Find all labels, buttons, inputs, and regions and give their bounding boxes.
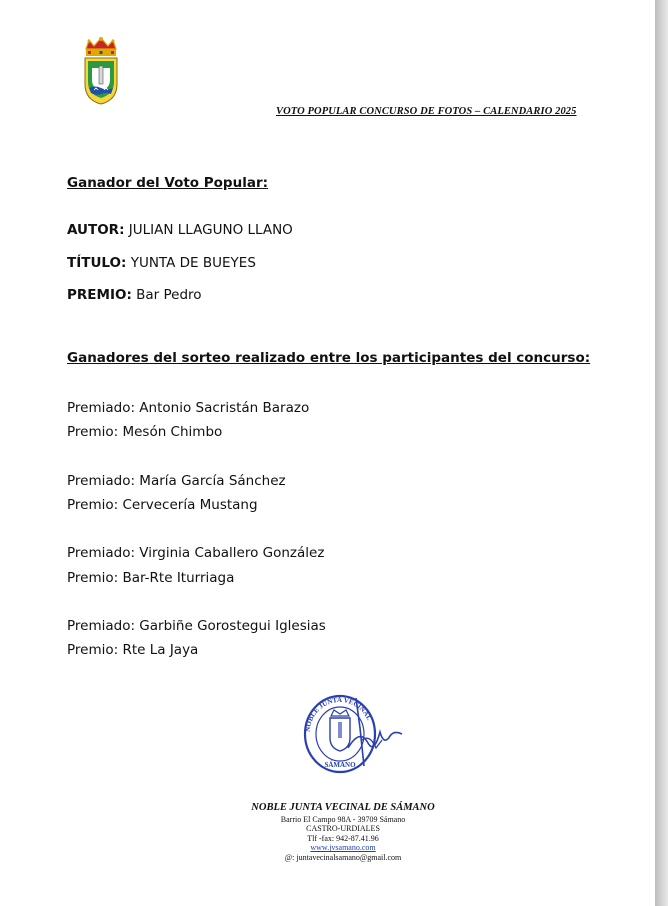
prize-line <box>67 287 202 303</box>
winner-prize: Premio: Mesón Chimbo <box>67 424 223 440</box>
title-line <box>67 255 256 271</box>
winner-name: Premiado: Virginia Caballero González <box>67 545 325 561</box>
draw-heading: Ganadores del sorteo realizado entre los participantes del concurso: <box>67 350 591 366</box>
svg-text:SÁMANO: SÁMANO <box>324 761 356 769</box>
winner-name: Premiado: María García Sánchez <box>67 473 286 489</box>
title-label: TÍTULO: <box>67 255 127 271</box>
official-seal-icon <box>298 688 408 784</box>
author-line <box>67 222 293 238</box>
svg-text:NOBLE JUNTA VECINAL: NOBLE JUNTA VECINAL <box>303 695 374 733</box>
address: Barrio El Campo 98A - 39709 Sámano <box>280 814 406 824</box>
winner-prize: Premio: Cervecería Mustang <box>67 497 258 513</box>
organization-name: NOBLE JUNTA VECINAL DE SÁMANO <box>251 802 435 813</box>
page-edge-shadow <box>655 0 668 906</box>
coat-of-arms-icon <box>80 36 122 106</box>
prize-value: Bar Pedro <box>136 287 202 303</box>
title-value: YUNTA DE BUEYES <box>130 255 256 271</box>
popular-vote-heading: Ganador del Voto Popular: <box>67 175 269 191</box>
organization-footer <box>243 802 443 863</box>
winner-prize: Premio: Rte La Jaya <box>67 642 199 658</box>
author-value: JULIAN LLAGUNO LLANO <box>128 222 293 238</box>
city: CASTRO-URDIALES <box>306 824 380 834</box>
phone-fax: Tlf -fax: 942-87.41.96 <box>307 833 379 843</box>
author-label: AUTOR: <box>67 222 125 238</box>
prize-label: PREMIO: <box>67 287 132 303</box>
document-title: VOTO POPULAR CONCURSO DE FOTOS – CALENDARIO 2025 <box>276 106 577 117</box>
winner-name: Premiado: Garbiñe Gorostegui Iglesias <box>67 618 326 634</box>
website-link[interactable]: www.jvsamano.com <box>310 843 376 853</box>
winner-name: Premiado: Antonio Sacristán Barazo <box>67 400 310 416</box>
email: @: juntavecinalsamano@gmail.com <box>284 852 402 862</box>
winner-prize: Premio: Bar-Rte Iturriaga <box>67 570 235 586</box>
